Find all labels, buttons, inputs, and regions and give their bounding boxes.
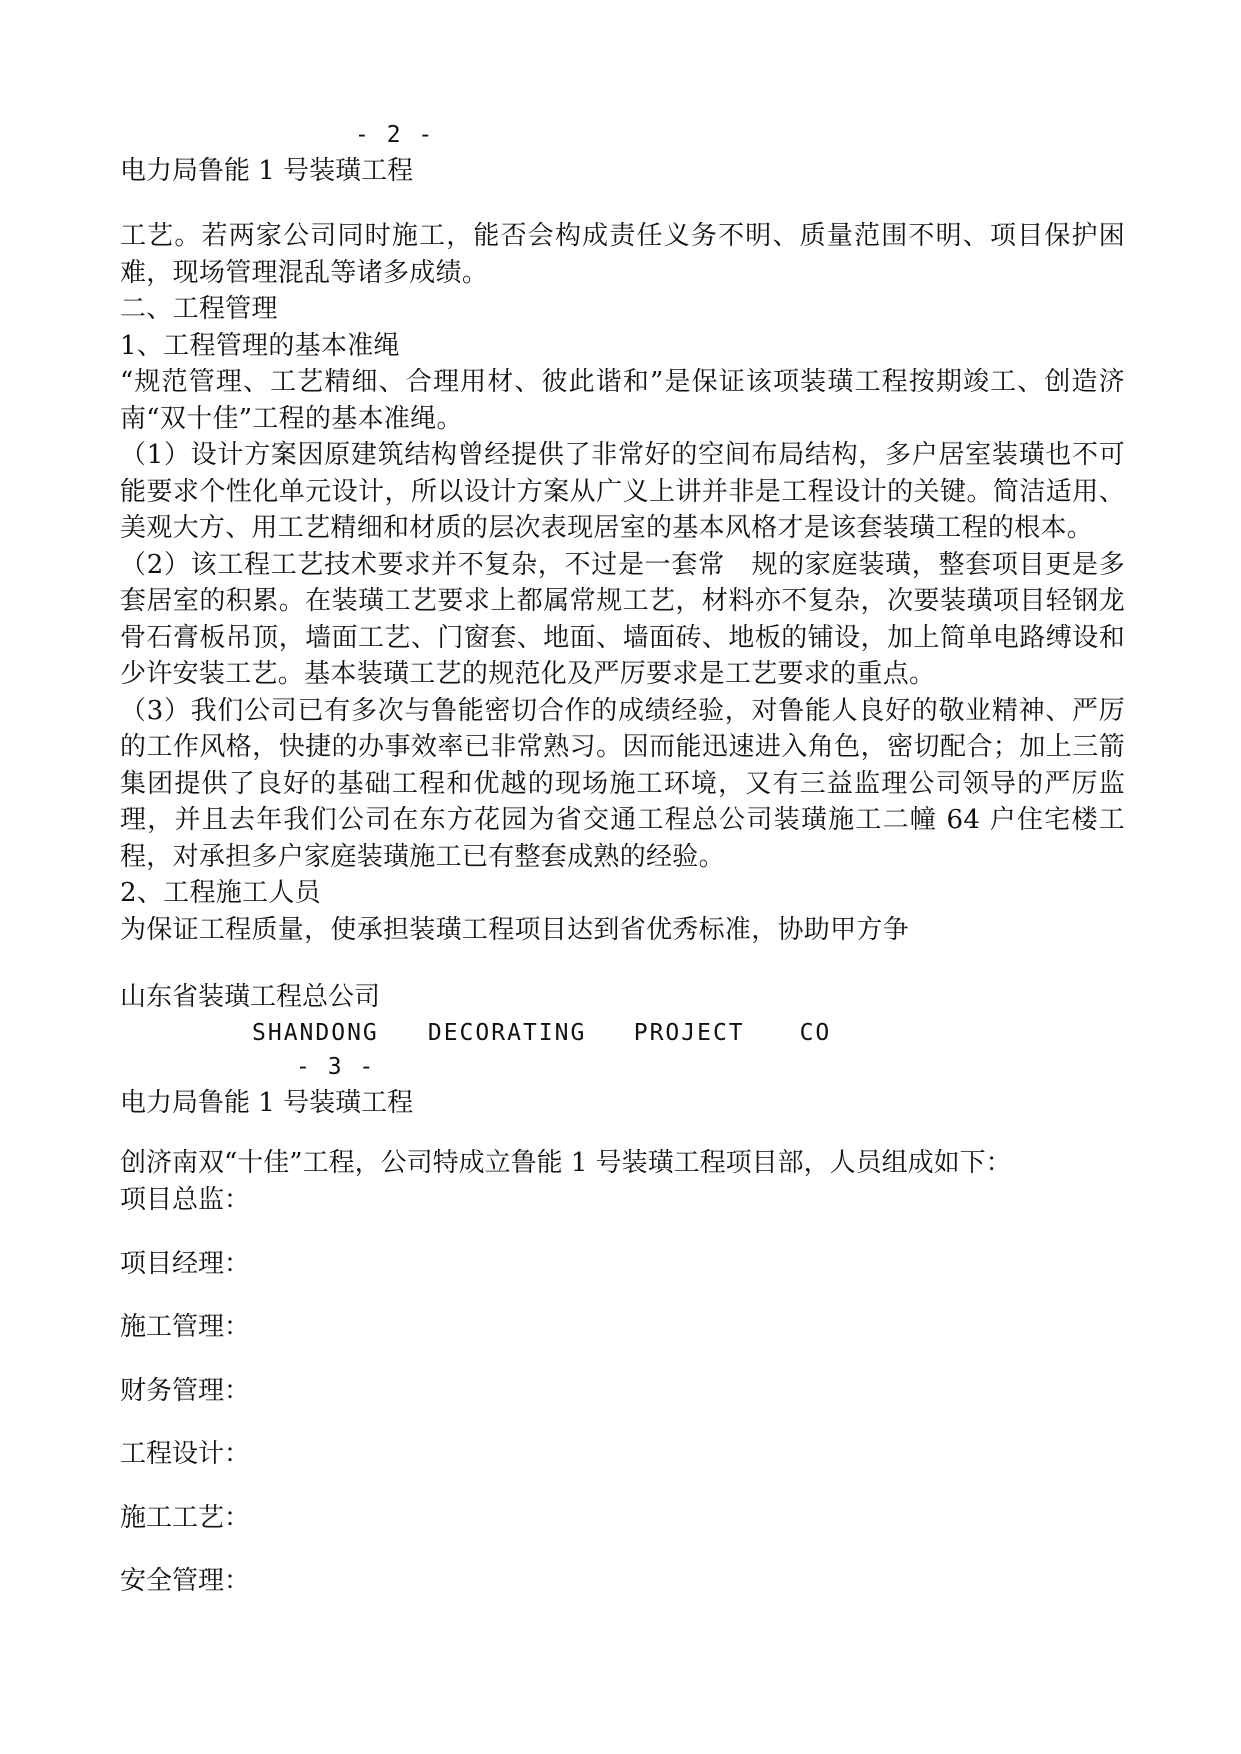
paragraph-line: 为保证工程质量，使承担装璜工程项目达到省优秀标准，协助甲方争 — [120, 914, 910, 945]
role-label: 施工管理： — [120, 1312, 251, 1342]
footer-company: 山东省装璜工程总公司 — [120, 982, 381, 1012]
footer-english — [252, 1022, 831, 1045]
role-label: 项目经理： — [120, 1249, 251, 1279]
paragraph-line: 工艺。若两家公司同时施工，能否会构成责任义务不明、质量范围不明、项目保护困难，现场管理混乱等诸多成绩。 — [120, 221, 1125, 288]
paragraph-line: （2）该工程工艺技术要求并不复杂，不过是一套常 规的家庭装璜，整套项目更是多套居室的积累。在装璜工艺要求上都属常规工艺，材料亦不复杂，次要装璜项目轻钢龙骨石膏板吊顶，墙面工艺、门窗套、地面、墙面砖、地板的铺设，加上简单电路缚设和少许安装工艺。基本装璜工艺的规范化及严厉要求是工艺要求的重点。 — [120, 549, 1125, 689]
footer-word: DECORATING — [427, 1020, 587, 1046]
role-label: 施工工艺： — [120, 1503, 251, 1533]
paragraph-line: （1）设计方案因原建筑结构曾经提供了非常好的空间布局结构，多户居室装璜也不可能要求个性化单元设计，所以设计方案从广义上讲并非是工程设计的关键。简洁适用、美观大方、用工艺精细和材质的层次表现居室的基本风格才是该套装璜工程的根本。 — [120, 440, 1125, 543]
role-label: 工程设计： — [120, 1439, 251, 1469]
page-header: 电力局鲁能 1 号装璜工程 — [120, 1088, 414, 1118]
page-header: 电力局鲁能 1 号装璜工程 — [120, 156, 414, 186]
paragraph-line: “规范管理、工艺精细、合理用材、彼此谐和”是保证该项装璜工程按期竣工、创造济南“双十佳”工程的基本准绳。 — [120, 367, 1125, 434]
footer-word: SHANDONG — [252, 1020, 379, 1046]
paragraph-line: （3）我们公司已有多次与鲁能密切合作的成绩经验，对鲁能人良好的敬业精神、严厉的工作风格，快捷的办事效率已非常熟习。因而能迅速进入角色，密切配合；加上三箭集团提供了良好的基础工程和优越的现场施工环境，又有三益监理公司领导的严厉监理，并且去年我们公司在东方花园为省交通工程总公司装璜施工二幢 64 户住宅楼工程，对承担多户家庭装璜施工已有整套成熟的经验。 — [120, 695, 1125, 872]
footer-word: PROJECT — [633, 1020, 745, 1046]
role-label: 项目总监： — [120, 1185, 251, 1215]
page-number: - 3 - — [296, 1054, 376, 1080]
footer-word: CO — [799, 1020, 832, 1046]
subsection-heading: 1、工程管理的基本准绳 — [120, 330, 400, 361]
role-label: 安全管理： — [120, 1566, 251, 1596]
subsection-heading: 2、工程施工人员 — [120, 878, 321, 908]
page-number: - 2 - — [355, 122, 435, 148]
role-label: 财务管理： — [120, 1376, 251, 1406]
section-heading: 二、工程管理 — [120, 294, 278, 324]
body-paragraph — [120, 218, 1125, 948]
intro-line: 创济南双“十佳”工程，公司特成立鲁能 1 号装璜工程项目部，人员组成如下： — [120, 1148, 1012, 1178]
